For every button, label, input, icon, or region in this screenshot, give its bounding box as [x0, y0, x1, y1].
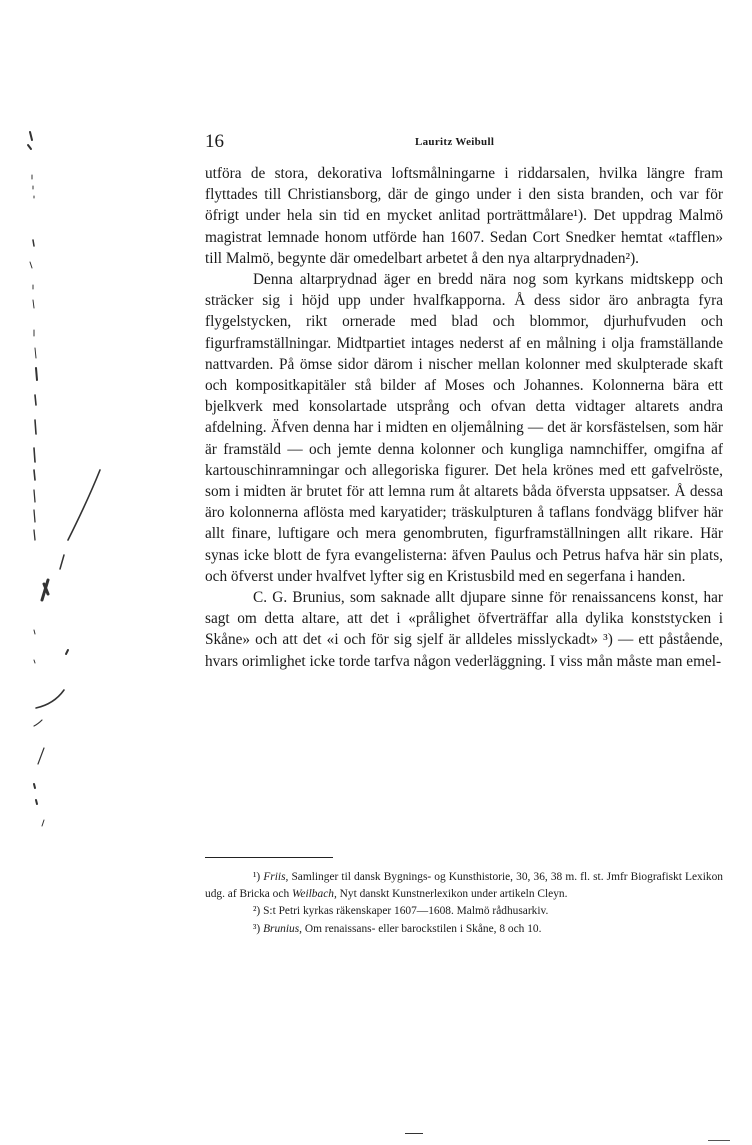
footnote-2 [205, 903, 723, 920]
footnote-text: Samlinger til dansk Bygnings- og Kunsthistorie, 30, 36, 38 m. fl. st. Jmfr Biografiskt Lexikon udg. af Bricka och [205, 871, 723, 901]
footnote-text: S:t Petri kyrkas räkenskaper 1607—1608. Malmö rådhusarkiv. [260, 905, 549, 918]
body-text [205, 163, 723, 672]
bottom-mark [708, 1140, 730, 1141]
margin-pencil-marks [0, 0, 120, 1145]
footnote-marker: ³) [253, 922, 261, 935]
paragraph-1: utföra de stora, dekorativa loftsmålningarne i riddarsalen, hvilka längre fram flyttades till Christiansborg, där de gingo under i den sista branden, och var för öfrigt under hela sin tid en mycket anlitad porträttmålare¹). Det uppdrag Malmö magistrat lemnade honom utförde han 1607. Sedan Cort Snedker hemtat «tafflen» till Malmö, begynte där omedelbart arbetet å den nya altarprydnaden²). [205, 165, 723, 267]
footnote-marker: ¹) [253, 871, 261, 883]
footnote-3 [205, 921, 723, 938]
footnote-text: Nyt danskt Kunstnerlexikon under artikeln Cleyn. [336, 888, 568, 901]
footnote-marker: ²) [253, 905, 261, 918]
footnote-1 [205, 869, 723, 903]
bottom-mark [405, 1133, 423, 1134]
footnotes [205, 869, 723, 938]
footnote-rule [205, 857, 333, 858]
paragraph-2: Denna altarprydnad äger en bredd nära nog som kyrkans midtskepp och sträcker sig i höjd upp under hvalfkapporna. Å dess sidor äro anbragta fyra flygelstycken, rikt ornerade med blad och blommor, djurhufvuden och figurframställningar. Midtpartiet intages nederst af en målning i olja framställande nattvarden. På ömse sidor därom i nischer mellan kolonner med skulpterade skaft och kompositkapitäler stå bilder af Moses och Johannes. Kolonnerna bära ett bjelkverk med konsolartade utsprång och ofvan detta vidtager altarets andra afdelning. Äfven denna har i midten en oljemålning — det är korsfästelsen, som här är framstäld — och jemte denna kolonner och kungliga namnchiffer, omgifna af kartouschinramningar och allegoriska figurer. Det hela krönes med ett gafvelröste, som i midten är brutet för att lemna rum åt altarets båda öfversta uppsatser. Å dessa äro kolonnerna aflösta med karyatider; träskulpturen å taflans fondvägg blifver här allt finare, luftigare och mera genombruten, figurframställningen allt rikare. Här synas icke blott de fyra evangelisterna: äfven Paulus och Petrus hafva här sin plats, och öfverst under hvalfvet lyfter sig en Kristusbild med en segerfana i handen. [205, 271, 723, 585]
footnote-author: Weilbach, [291, 888, 337, 901]
footnote-author: Friis, [263, 871, 289, 883]
page-header [205, 131, 725, 153]
page-number: 16 [205, 131, 224, 152]
paragraph-3: C. G. Brunius, som saknade allt djupare sinne för renaissancens konst, har sagt om detta altare, att det i «prålighet öfverträffar alla dylika konststycken i Skåne» och att det «i och för sig sjelf är alldeles misslyckadt» ³) — ett påstående, hvars orimlighet icke torde tarfva någon vederläggning. I viss mån måste man emel- [205, 589, 723, 670]
running-head: Lauritz Weibull [415, 136, 495, 148]
footnote-author: Brunius, [263, 922, 302, 935]
footnote-text: Om renaissans- eller barockstilen i Skåne, 8 och 10. [302, 922, 542, 935]
